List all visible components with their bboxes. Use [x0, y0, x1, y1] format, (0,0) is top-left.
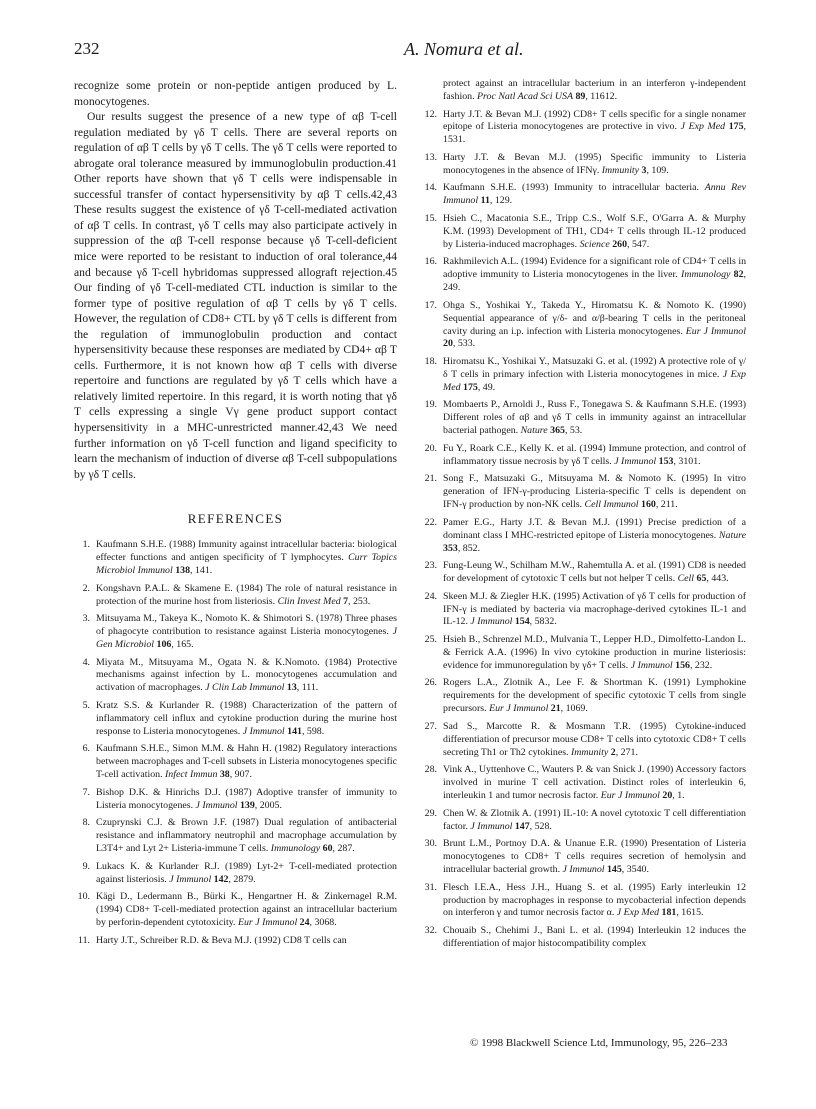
reference-authors: Kongshavn P.A.L. & Skamene E. (1984)	[96, 582, 267, 594]
reference-authors: Hiromatsu K., Yoshikai Y., Matsuzaki G. et al. (1992)	[443, 356, 659, 368]
reference-authors: Sad S., Marcotte R. & Mosmann T.R. (1995)	[443, 720, 676, 732]
reference-number: 2.	[82, 582, 90, 594]
reference-text	[443, 721, 746, 758]
reference-volume: 260	[609, 238, 627, 250]
reference-text	[443, 473, 746, 510]
reference-title: A protective role of γ/δ T cells in primary infection with Listeria monocytogenes in mice.	[443, 356, 746, 380]
reference-journal: J Clin Lab Immunol	[205, 682, 285, 694]
right-column	[421, 78, 746, 956]
reference-number: 28.	[424, 764, 437, 776]
reference-number: 32.	[424, 925, 437, 936]
reference-volume: 11	[478, 195, 490, 207]
reference-authors: Kaufmann S.H.E. (1988)	[96, 539, 199, 551]
reference-journal: J Gen Microbiol	[96, 626, 397, 650]
reference-volume: 21	[548, 703, 561, 715]
running-head: A. Nomura et al.	[404, 39, 524, 59]
reference-pages: , 253.	[348, 595, 371, 607]
reference-text	[443, 764, 746, 801]
reference-item	[74, 787, 397, 813]
reference-text	[443, 356, 746, 393]
reference-number: 29.	[424, 807, 437, 819]
reference-number: 22.	[424, 516, 437, 528]
reference-text	[443, 882, 746, 919]
reference-pages: , 49.	[477, 381, 496, 393]
reference-title: Activation of γδ T cells for production of IFN-γ is mediated by bacteria via macrophage-derived cytokines IL-1 and IL-12.	[443, 590, 747, 628]
reference-volume: 365	[547, 425, 565, 437]
reference-title: Presentation of Listeria monocytogenes to CD8+ T cells requires secretion of hemolysin and intracellular bacterial growth.	[443, 838, 746, 875]
reference-text	[96, 613, 397, 650]
reference-number: 21.	[424, 473, 437, 485]
reference-title: Early interleukin 12 production by macrophages in response to mycobacterial infection depends on interferon γ and tumor necrosis factor α.	[443, 881, 747, 919]
reference-authors: Song F., Matsuzaki G., Mitsuyama M. & Nomoto K. (1995)	[443, 473, 714, 485]
reference-title: CD8+ T cells specific for a single nonamer epitope of Listeria monocytogenes are protective in vivo.	[443, 108, 747, 133]
reference-item	[421, 300, 746, 352]
reference-journal: J Exp Med	[616, 907, 660, 919]
reference-pages: , 533.	[452, 338, 476, 350]
reference-title: Cytokine-induced differentiation of precursor mouse CD8+ T cells into cytotoxic CD8+ T cells secreting Th1 or Th2 cytokines.	[443, 720, 746, 758]
reference-item	[421, 356, 746, 395]
reference-journal: Curr Topics Microbiol Immunol	[96, 552, 397, 577]
reference-text	[443, 256, 746, 293]
reference-item	[421, 78, 746, 104]
reference-title: In vitro generation of IFN-γ-producing Listeria-specific T cells is dependent on IFN-γ production by non-NK cells.	[443, 473, 746, 511]
reference-number: 12.	[424, 108, 437, 120]
reference-pages: , 109.	[646, 164, 669, 176]
reference-authors: Harty J.T. & Bevan M.J. (1992)	[443, 108, 574, 120]
reference-journal: Immunology	[681, 269, 731, 281]
reference-number: 9.	[82, 860, 90, 872]
reference-number: 7.	[82, 786, 90, 798]
reference-journal: Cell Immunol	[584, 499, 639, 511]
reference-authors: Harty J.T., Schreiber R.D. & Beva M.J. (1992)	[96, 934, 284, 946]
reference-pages: , 2005.	[254, 799, 282, 811]
reference-journal: Nature	[718, 529, 746, 541]
reference-pages: , 211.	[655, 499, 678, 511]
reference-volume: 160	[638, 499, 656, 511]
reference-volume: 89	[573, 90, 586, 102]
reference-title: Lyt-2+ T-cell-mediated protection against listeriosis.	[96, 860, 397, 885]
reference-journal: J Immunol	[195, 799, 238, 811]
reference-item	[74, 657, 397, 696]
reference-journal: Annu Rev Immunol	[443, 182, 746, 207]
reference-authors: Vink A., Uyttenhove C., Wauters P. & van Snick J. (1990)	[443, 764, 676, 776]
reference-title: CD8+ T-cell-mediated protection against an intracellular bacterium by perforin-dependent cytotoxicity.	[96, 904, 398, 928]
reference-pages: , 271.	[615, 746, 638, 758]
body-paragraph: Our results suggest the presence of a new type of αβ T-cell regulation mediated by γδ T cells. There are several reports on regulation of αβ T cells by γδ T cells. The γδ T cells were reported to abrogate oral tolerance measured by immunoglobulin production.41 Other reports have shown that γδ T cells were indispensable in successful transfer of contact hypersensitivity by αβ T cells.42,43 These results suggest the existence of γδ T-cell-mediated activation of αβ T cells. In contrast, γδ T cells may also participate actively in suppression of the αβ T-cell response because γδ T-cell-deficient mice were reported to be resistant to induction of oral tolerance,44 and because γδ T-cell hybridomas suppressed allograft rejection.45 Our finding of γδ T-cell-mediated CTL induction is similar to the former type of positive regulation of αβ T cells by γδ T cells. However, the regulation of CD8+ CTL by γδ T cells is different from the regulation of immunoglobulin production and contact hypersensitivity because these responses are mediated by CD4+ αβ T cells. Furthermore, it is not known how αβ T cells with diverse repertoire and functions are regulated by γδ T cells which have a relatively limited repertoire. In this regard, it is worth noting that γδ T cells expressing a single Vγ gene product support contact hypersensitivity in a MHC-unrestricted manner.42,43 We need further information on γδ T-cell function and ligand specificity to learn the mechanism of induction of diverse αβ T-cell subpopulations by γδ T cells.	[74, 110, 397, 481]
reference-item	[74, 539, 397, 578]
reference-item	[421, 634, 746, 673]
reference-pages: , 907.	[229, 769, 252, 781]
reference-authors: Chouaib S., Chehimi J., Bani L. et al. (1994)	[443, 925, 638, 936]
reference-title: In vivo cytokine production in murine listeriosis: evidence for immunoregulation by γδ+ T cells.	[443, 646, 746, 671]
reference-volume: 60	[320, 843, 333, 855]
reference-pages: , 5832.	[529, 616, 557, 628]
reference-pages: , 141.	[190, 565, 213, 577]
reference-authors: Kaufmann S.H.E. (1993)	[443, 182, 555, 194]
reference-text	[443, 677, 746, 714]
reference-journal: J Immunol	[169, 873, 212, 885]
reference-journal: Science	[579, 238, 610, 250]
reference-item	[421, 925, 746, 951]
reference-authors: Ohga S., Yoshikai Y., Takeda Y., Hiromatsu K. & Nomoto K. (1990)	[443, 299, 746, 311]
page-header	[74, 39, 744, 69]
reference-item	[74, 613, 397, 652]
reference-title: Characterization of the pattern of inflammatory cell influx and cytokine production during the murine host response to Listeria monocytogenes.	[96, 699, 397, 737]
reference-volume: 20	[443, 338, 453, 350]
left-column	[74, 78, 397, 952]
reference-number: 27.	[424, 720, 437, 732]
reference-item	[74, 861, 397, 887]
reference-text	[96, 891, 397, 928]
reference-text	[443, 560, 746, 584]
body-paragraph: recognize some protein or non-peptide antigen produced by L. monocytogenes.	[74, 79, 397, 108]
reference-pages: , 232.	[689, 659, 713, 671]
reference-text	[443, 213, 746, 250]
reference-authors: Czuprynski C.J. & Brown J.F. (1987)	[96, 817, 265, 829]
reference-authors: Fu Y., Roark C.E., Kelly K. et al. (1994)	[443, 442, 609, 454]
reference-item	[421, 109, 746, 148]
page-number: 232	[74, 39, 100, 58]
reference-title: Immunity against intracellular bacteria: biological effecter functions and antigen specificity of T lymphocytes.	[96, 539, 397, 564]
reference-number: 11.	[78, 934, 90, 946]
reference-number: 20.	[424, 442, 437, 454]
reference-volume: 13	[284, 682, 297, 694]
reference-text	[96, 787, 397, 811]
reference-volume: 153	[656, 455, 674, 467]
reference-number: 16.	[424, 256, 437, 268]
reference-item	[421, 443, 746, 469]
reference-item	[74, 935, 397, 948]
reference-volume: 82	[730, 269, 744, 281]
reference-pages: , 598.	[301, 725, 325, 737]
reference-item	[421, 182, 746, 208]
reference-authors: Mombaerts P., Arnoldi J., Russ F., Tonegawa S. & Kaufmann S.H.E. (1993)	[443, 399, 746, 411]
reference-text	[96, 583, 397, 607]
reference-title: Interleukin 12 induces the differentiation of major histocompatibility complex	[443, 925, 746, 949]
reference-title: Specific immunity to Listeria monocytogenes in the absence of IFNγ.	[443, 151, 747, 176]
reference-journal: Cell	[677, 573, 695, 585]
reference-title: IL-10: A novel cytotoxic T cell differentiation factor.	[443, 807, 746, 832]
reference-authors: Brunt L.M., Portnoy D.A. & Unanue E.R. (1990)	[443, 838, 652, 850]
reference-pages: , 1615.	[676, 907, 704, 919]
reference-text	[96, 743, 397, 780]
reference-title: CD8 T cells can	[283, 934, 347, 946]
reference-title: Evidence for a significant role of CD4+ T cells in adoptive immunity to Listeria monocytogenes in the liver.	[443, 256, 747, 281]
reference-title: protect against an intracellular bacterium in an interferon γ-independent fashion.	[443, 78, 746, 102]
reference-text	[443, 838, 746, 875]
reference-title: Accessory factors involved in murine T cell activation. Distinct roles of interleukin 6, interleukin 1 and tumor necrosis factor.	[443, 764, 746, 802]
reference-volume: 138	[172, 565, 190, 577]
reference-number: 25.	[424, 634, 437, 646]
reference-number: 18.	[424, 356, 437, 368]
copyright-footer: © 1998 Blackwell Science Ltd, Immunology, 95, 226–233	[470, 1037, 728, 1049]
reference-item	[421, 517, 746, 556]
reference-pages: , 249.	[443, 269, 747, 294]
reference-journal: Immunology	[270, 843, 321, 855]
reference-journal: J Immunol	[614, 455, 657, 467]
reference-item	[421, 677, 746, 716]
reference-item	[421, 213, 746, 252]
reference-volume: 24	[297, 916, 310, 928]
reference-item	[421, 473, 746, 512]
reference-pages: , 547.	[627, 238, 650, 250]
reference-number: 15.	[424, 212, 437, 224]
reference-authors: Kaufmann S.H.E., Simon M.M. & Hahn H. (1982)	[96, 743, 304, 755]
reference-volume: 181	[659, 907, 677, 919]
reference-volume: 353	[443, 542, 458, 554]
reference-authors: Skeen M.J. & Ziegler H.K. (1995)	[443, 590, 582, 602]
reference-authors: Hsieh C., Macatonia S.E., Tripp C.S., Wolf S.F., O'Garra A. & Murphy K.M. (1993)	[443, 212, 746, 237]
reference-journal: J Immunol	[630, 659, 673, 671]
reference-item	[421, 808, 746, 834]
reference-title: Protective mechanisms against infection by L. monocytogenes accumulation and activation of macrophages.	[96, 656, 397, 694]
reference-volume: 175	[460, 381, 478, 393]
reference-text	[96, 817, 397, 854]
reference-journal: Infect Immun	[165, 769, 218, 781]
reference-text	[443, 925, 746, 949]
reference-number: 4.	[82, 656, 90, 668]
reference-volume: 20	[659, 790, 673, 802]
reference-pages: , 3068.	[309, 916, 337, 928]
reference-journal: J Immunol	[470, 820, 513, 832]
reference-item	[421, 882, 746, 921]
reference-number: 26.	[424, 677, 437, 689]
reference-text	[443, 634, 746, 671]
reference-number: 6.	[82, 743, 90, 755]
reference-volume: 156	[672, 659, 690, 671]
reference-number: 3.	[82, 613, 90, 625]
reference-pages: , 443.	[706, 573, 729, 585]
reference-pages: , 3101.	[673, 455, 701, 467]
reference-title: CD8 is needed for development of cytotoxic T cells but not helper T cells.	[443, 560, 746, 585]
reference-text	[443, 443, 746, 467]
reference-authors: Kratz S.S. & Kurlander R. (1988)	[96, 699, 253, 711]
reference-item	[74, 743, 397, 782]
reference-item	[74, 891, 397, 930]
reference-number: 5.	[82, 699, 90, 711]
reference-pages: , 528.	[529, 820, 552, 832]
reference-volume: 141	[284, 725, 302, 737]
reference-pages: , 1069.	[560, 703, 588, 715]
reference-title: Adoptive transfer of immunity to Listeria monocytogenes.	[96, 786, 397, 811]
reference-number: 8.	[82, 817, 90, 829]
reference-journal: J Immunol	[470, 616, 513, 628]
reference-text	[96, 935, 347, 946]
reference-authors: Rogers L.A., Zlotnik A., Lee F. & Shortman K. (1991)	[443, 677, 697, 689]
reference-journal: J Exp Med	[443, 368, 746, 393]
reference-journal: Clin Invest Med	[277, 595, 341, 607]
reference-text	[443, 517, 746, 554]
reference-number: 10.	[77, 891, 90, 903]
reference-item	[421, 560, 746, 586]
reference-title: Three phases of phagocyte contribution to resistance against Listeria monocytogenes.	[96, 613, 397, 638]
reference-item	[421, 591, 746, 630]
reference-authors: Kägi D., Ledermann B., Bürki K., Hengartner H. & Zinkernagel R.M. (1994)	[96, 891, 397, 916]
reference-authors: Harty J.T. & Bevan M.J. (1995)	[443, 151, 611, 163]
reference-text	[443, 182, 746, 206]
reference-item	[421, 152, 746, 178]
reference-pages: , 2879.	[228, 873, 256, 885]
reference-item	[421, 764, 746, 803]
reference-text	[443, 109, 746, 146]
reference-volume: 106	[154, 638, 172, 650]
reference-title: Lymphokine requirements for the development of specific cytotoxic T cells from single precursors.	[443, 677, 746, 715]
reference-pages: , 1531.	[443, 121, 746, 146]
reference-number: 30.	[424, 838, 437, 850]
reference-text	[443, 300, 746, 350]
reference-authors: Lukacs K. & Kurlander R.J. (1989)	[96, 860, 257, 872]
reference-pages: , 3540.	[621, 864, 649, 875]
reference-pages: , 1.	[672, 790, 685, 802]
reference-authors: Mitsuyama M., Takeya K., Nomoto K. & Shimotori S. (1978)	[96, 613, 345, 625]
reference-authors: Miyata M., Mitsuyama M., Ogata N. & K.Nomoto. (1984)	[96, 656, 357, 668]
reference-number: 24.	[424, 590, 437, 602]
reference-title: Different roles of αβ and γδ T cells in immunity against an intracellular bacterial pathogen.	[443, 412, 746, 437]
reference-journal: Eur J Immunol	[237, 916, 298, 928]
reference-pages: , 852.	[457, 542, 481, 554]
reference-number: 1.	[82, 539, 90, 551]
reference-list-left	[74, 539, 397, 947]
reference-volume: 65	[694, 573, 707, 585]
reference-item	[74, 817, 397, 856]
reference-journal: Immunity	[601, 164, 640, 176]
reference-authors: Flesch I.E.A., Hess J.H., Huang S. et al. (1995)	[443, 881, 661, 893]
reference-title: The role of natural resistance in protection of the murine host from listeriosis.	[96, 582, 397, 607]
reference-pages: , 287.	[332, 843, 355, 855]
reference-journal: J Immunol	[242, 725, 285, 737]
reference-pages: , 11612.	[585, 90, 618, 102]
reference-pages: , 129.	[489, 195, 513, 207]
reference-authors: Rakhmilevich A.L. (1994)	[443, 256, 550, 268]
reference-authors: Pamer E.G., Harty J.T. & Bevan M.J. (1991)	[443, 516, 648, 528]
reference-volume: 145	[604, 864, 622, 875]
reference-number: 19.	[424, 399, 437, 411]
reference-text	[443, 78, 746, 102]
reference-number: 23.	[424, 560, 437, 572]
reference-text	[443, 808, 746, 832]
reference-number: 17.	[424, 299, 437, 311]
reference-volume: 147	[512, 820, 530, 832]
reference-title: Regulatory interactions between macrophages and T-cell subsets in Listeria monocytogenes specific T-cell activation.	[96, 743, 397, 781]
reference-item	[421, 256, 746, 295]
reference-title: Development of TH1, CD4+ T cells through IL-12 produced by Listeria-induced macrophages.	[443, 225, 746, 250]
reference-volume: 142	[211, 873, 229, 885]
reference-title: Precise prediction of a dominant class I MHC-restricted epitope of Listeria monocytogenes.	[443, 516, 747, 541]
reference-text	[96, 539, 397, 576]
reference-text	[443, 591, 746, 628]
reference-text	[443, 399, 746, 436]
reference-volume: 139	[237, 799, 255, 811]
reference-item	[421, 838, 746, 877]
reference-journal: Nature	[520, 425, 548, 437]
reference-text	[96, 657, 397, 694]
reference-title: Immunity to intracellular bacteria.	[554, 182, 705, 194]
reference-pages: , 165.	[171, 638, 194, 650]
reference-item	[421, 721, 746, 760]
reference-volume: 7	[340, 595, 349, 607]
reference-volume: 2	[608, 746, 616, 758]
reference-journal: Eur J Immunol	[685, 325, 746, 337]
reference-volume: 3	[639, 164, 647, 176]
reference-journal: Eur J Immunol	[489, 703, 549, 715]
reference-volume: 38	[217, 769, 230, 781]
reference-journal: J Exp Med	[680, 121, 726, 133]
reference-authors: Fung-Leung W., Schilham M.W., Rahemtulla A. et al. (1991)	[443, 560, 688, 572]
reference-list-right	[421, 78, 746, 951]
reference-item	[74, 700, 397, 739]
reference-number: 31.	[424, 881, 437, 893]
reference-authors: Chen W. & Zlotnik A. (1991)	[443, 807, 564, 819]
reference-journal: Proc Natl Acad Sci USA	[477, 90, 574, 102]
reference-pages: , 53.	[564, 425, 583, 437]
reference-journal: Immunity	[570, 746, 609, 758]
reference-item	[74, 583, 397, 609]
reference-volume: 175	[725, 121, 744, 133]
references-heading: REFERENCES	[187, 511, 284, 527]
reference-title: Dual regulation of antibacterial resistance and inflammatory neutrophil and macrophage accumulation by L3T4+ and Lyt 2+ Listeria-immune T cells.	[96, 817, 397, 855]
reference-authors: Bishop D.K. & Hinrichs D.J. (1987)	[96, 786, 257, 798]
reference-text	[443, 152, 746, 176]
reference-authors: Hsieh B., Schrenzel M.D., Mulvania T., Lepper H.D., Dimolfetto-Landon L. & Ferrick A.A. (1996)	[443, 634, 746, 658]
reference-volume: 154	[512, 616, 530, 628]
reference-title: Immune protection, and control of inflammatory tissue necrosis by γδ T cells.	[443, 442, 746, 467]
reference-number: 13.	[424, 151, 437, 163]
reference-text	[96, 861, 397, 885]
reference-title: Sequential appearance of γ/δ- and α/β-bearing T cells in the peritoneal cavity during an i.p. infection with Listeria monocytogenes.	[443, 312, 746, 337]
reference-pages: , 111.	[296, 682, 319, 694]
reference-text	[96, 700, 397, 737]
reference-item	[421, 399, 746, 438]
reference-journal: Eur J Immunol	[600, 790, 660, 802]
reference-journal: J Immunol	[562, 864, 605, 875]
reference-number: 14.	[424, 182, 437, 194]
